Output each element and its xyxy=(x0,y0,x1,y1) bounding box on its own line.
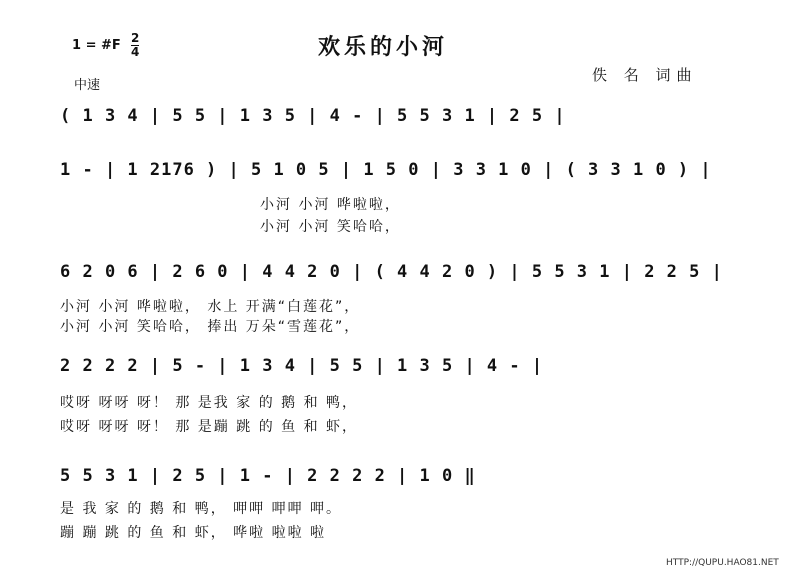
score-line-4 xyxy=(60,356,740,435)
time-signature xyxy=(131,32,139,58)
page-title: 欢乐的小河 xyxy=(318,34,449,60)
lyrics-line-3-verse-1: 小河 小河 哗啦啦， 水上 开满“白莲花”， xyxy=(60,299,361,315)
score-line-2 xyxy=(60,160,740,235)
lyrics-line-2-verse-1: 小河 小河 哗啦啦， xyxy=(260,197,401,213)
lyrics-line-4-verse-2: 哎呀 呀呀 呀！ 那 是蹦 跳 的 鱼 和 虾， xyxy=(60,419,359,435)
notes-line-4: 2 2 2 2 | 5 - | 1 3 4 | 5 5 | 1 3 5 | 4 - | xyxy=(60,356,544,376)
lyrics-line-4-verse-1: 哎呀 呀呀 呀！ 那 是我 家 的 鹅 和 鸭， xyxy=(60,395,359,411)
notes-line-3: 6 2 0 6 | 2 6 0 | 4 4 2 0 | ( 4 4 2 0 ) | 5 5 3 1 | 2 2 5 | xyxy=(60,262,723,282)
lyrics-line-3-verse-2: 小河 小河 笑哈哈， 捧出 万朵“雪莲花”， xyxy=(60,319,361,335)
lyrics-line-5-verse-2: 蹦 蹦 跳 的 鱼 和 虾， 哗啦 啦啦 啦 xyxy=(60,525,327,541)
composer-credit: 佚 名 词曲 xyxy=(592,66,698,84)
site-watermark: HTTP://QUPU.HAO81.NET xyxy=(666,558,779,568)
notes-line-1: ( 1 3 4 | 5 5 | 1 3 5 | 4 - | 5 5 3 1 | 2 5 | xyxy=(60,106,566,126)
notes-line-2: 1 - | 1 2176 ) | 5 1 0 5 | 1 5 0 | 3 3 1 0 | ( 3 3 1 0 ) | xyxy=(60,160,712,180)
tempo-marking: 中速 xyxy=(74,78,101,93)
notes-line-5: 5 5 3 1 | 2 5 | 1 - | 2 2 2 2 | 1 0 ‖ xyxy=(60,466,476,486)
score-line-5 xyxy=(60,466,740,541)
lyrics-line-2-verse-2: 小河 小河 笑哈哈， xyxy=(260,219,401,235)
meter-numerator: 2 xyxy=(131,31,140,45)
meter-denominator: 4 xyxy=(131,45,140,59)
score-line-3 xyxy=(60,262,740,335)
key-signature: 1 = #F xyxy=(72,38,121,53)
lyrics-line-5-verse-1: 是 我 家 的 鹅 和 鸭， 呷呷 呷呷 呷。 xyxy=(60,501,343,517)
